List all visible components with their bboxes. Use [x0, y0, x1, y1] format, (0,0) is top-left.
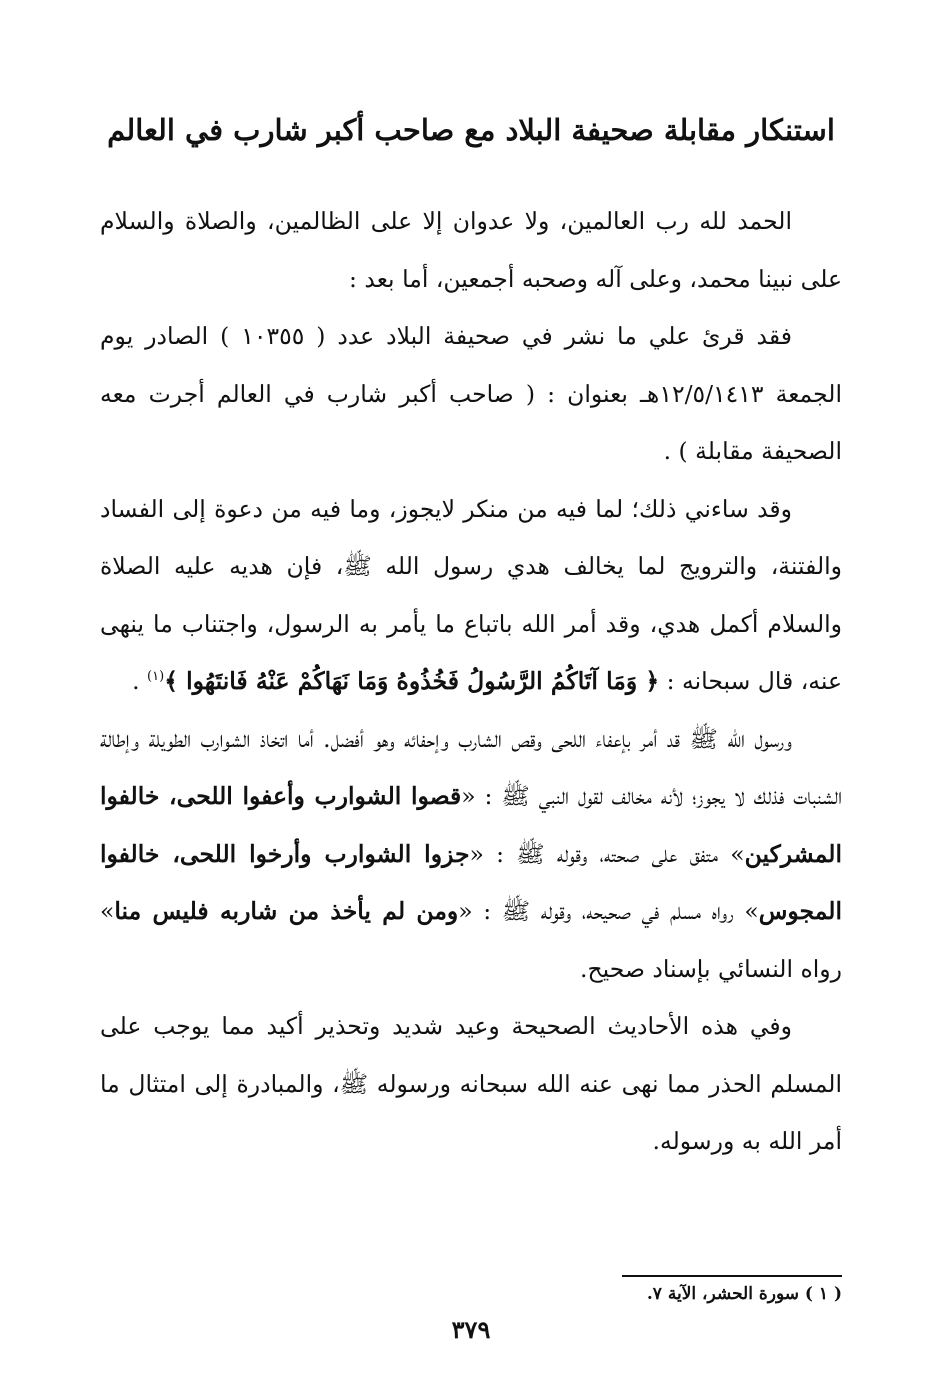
paragraph-objection: [100, 481, 842, 711]
paragraph-conclusion: وفي هذه الأحاديث الصحيحة وعيد شديد وتحذير أكيد مما يوجب على المسلم الحذر مما نهى عنه الله سبحانه ورسوله ﷺ، والمبادرة إلى امتثال ما أمر الله به ورسوله.: [100, 1012, 842, 1155]
footnote-divider: [622, 1275, 842, 1277]
footnote: ( ١ ) سورة الحشر، الآية ٧.: [646, 1284, 842, 1304]
hadith-intro: ورسول الله ﷺ قد أمر بإعفاء اللحى وقص الشارب وإحفائه وهو أفضل. أما اتخاذ الشوارب الطويلة وإطالة الشنبات فذلك لا يجوز؛ لأنه مخالف لقول النبي ﷺ : «: [100, 724, 842, 810]
footnote-marker: (١): [147, 669, 165, 685]
article-title: استنكار مقابلة صحيفة البلاد مع صاحب أكبر شارب في العالم: [107, 113, 835, 147]
hadith-source-1: » متفق على صحته، وقوله ﷺ : «: [469, 839, 745, 868]
paragraph-newspaper-reference: فقد قرئ علي ما نشر في صحيفة البلاد عدد ( ١٠٣٥٥ ) الصادر يوم الجمعة ١٢/٥/١٤١٣هـ بعنوان : ( صاحب أكبر شارب في العالم أجرت معه الصحيفة مقابلة ) .: [100, 322, 842, 465]
verse-end: .: [132, 667, 148, 695]
article-body: [100, 193, 842, 1171]
hadith-source-3: » رواه النسائي بإسناد صحيح.: [100, 897, 842, 983]
hadith-source-2: » رواه مسلم في صحيحه، وقوله ﷺ : «: [458, 897, 759, 925]
hadith-quote-1: قصوا الشوارب وأعفوا اللحى، خالفوا المشركين: [100, 782, 842, 868]
page-number: ٣٧٩: [451, 1315, 491, 1344]
hadith-quote-2: جزوا الشوارب وأرخوا اللحى، خالفوا المجوس: [100, 839, 842, 925]
paragraph-hadith: [100, 711, 842, 999]
paragraph-opening: الحمد لله رب العالمين، ولا عدوان إلا على الظالمين، والصلاة والسلام على نبينا محمد، وعلى آله وصحبه أجمعين، أما بعد :: [100, 207, 842, 293]
objection-text: وقد ساءني ذلك؛ لما فيه من منكر لايجوز، وما فيه من دعوة إلى الفساد والفتنة، والترويج لما يخالف هدي رسول الله ﷺ، فإن هديه عليه الصلاة والسلام أكمل هدي، وقد أمر الله باتباع ما يأمر به الرسول، واجتناب ما ينهى عنه، قال سبحانه :: [100, 494, 842, 695]
hadith-quote-3: ومن لم يأخذ من شاربه فليس منا: [114, 897, 459, 925]
quran-verse: ﴿ وَمَا آتَاكُمُ الرَّسُولُ فَخُذُوهُ وَمَا نَهَاكُمْ عَنْهُ فَانتَهُوا ﴾: [164, 667, 660, 695]
